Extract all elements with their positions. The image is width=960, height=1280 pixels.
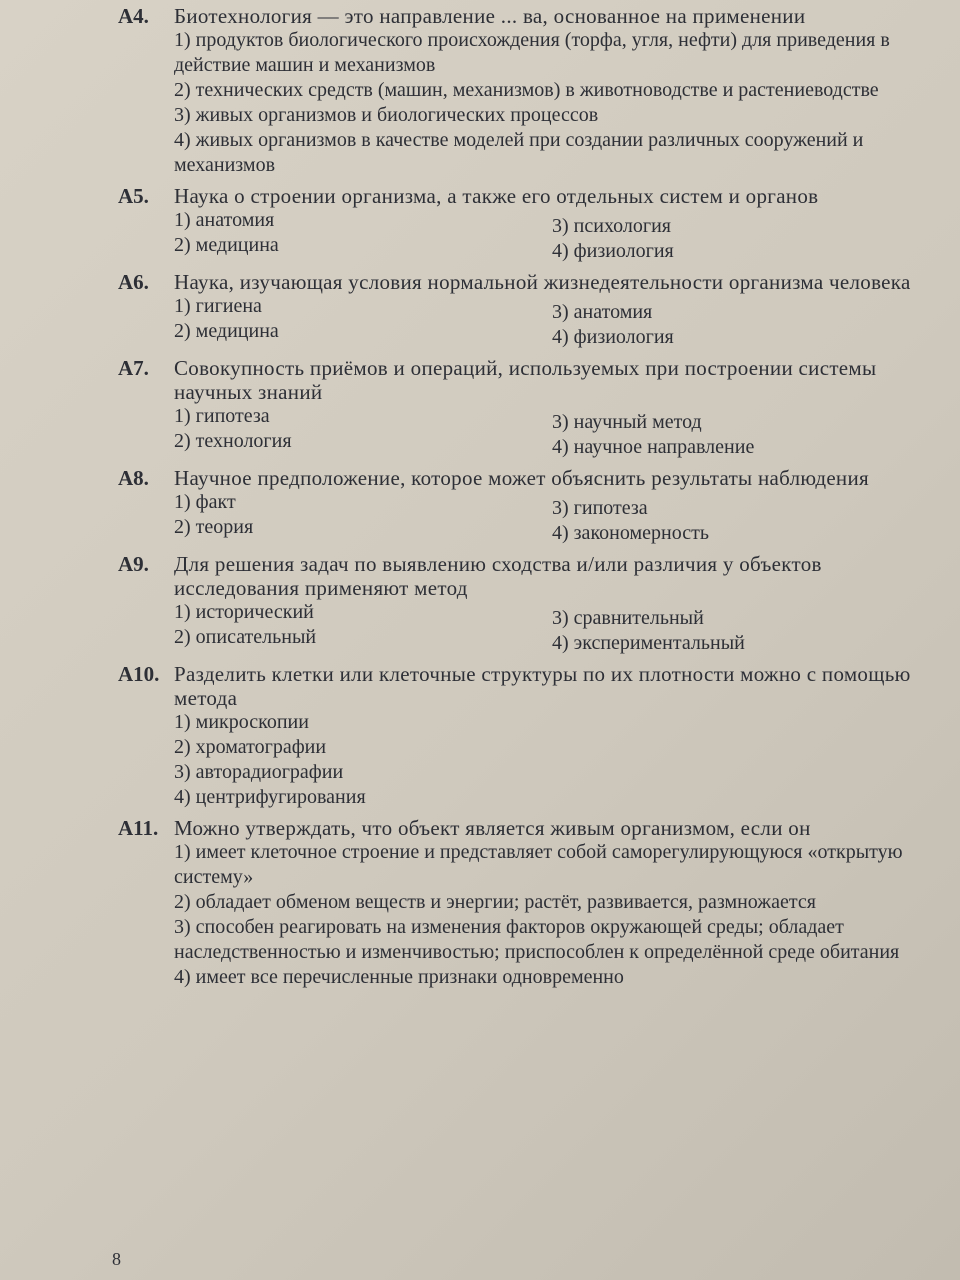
answer-option: 3) анатомия <box>552 301 653 323</box>
answer-option: 1) исторический <box>174 601 314 623</box>
answer-option: 1) анатомия <box>174 209 275 231</box>
answer-option: 1) продуктов биологического происхождения (торфа, угля, нефти) для приведения в действие машин и механизмов <box>174 29 890 76</box>
answer-option: 4) физиология <box>552 240 674 262</box>
question-text: Для решения задач по выявлению сходства и/или различия у объектов исследования применяют метод <box>174 552 822 600</box>
question-text: Научное предположение, которое может объяснить результаты наблюдения <box>174 466 869 490</box>
question-10 <box>118 662 930 810</box>
options-left-column <box>174 490 552 546</box>
question-text: Совокупность приёмов и операций, используемых при построении системы научных знаний <box>174 356 877 404</box>
question-row <box>118 662 930 810</box>
answer-option: 4) центрифугирования <box>174 786 366 808</box>
answer-option: 1) факт <box>174 491 236 513</box>
answer-option: 3) сравнительный <box>552 607 704 629</box>
question-body <box>174 184 930 264</box>
question-text: Наука, изучающая условия нормальной жизнедеятельности организма человека <box>174 270 911 294</box>
answer-option: 1) имеет клеточное строение и представляет собой саморегулирующуюся «открытую систему» <box>174 841 903 888</box>
answer-option: 1) гигиена <box>174 295 262 317</box>
question-5 <box>118 184 930 264</box>
question-4 <box>118 4 930 178</box>
question-body <box>174 816 930 990</box>
options-right-column <box>552 404 930 460</box>
answer-options <box>174 404 930 460</box>
answer-option: 4) закономерность <box>552 522 709 544</box>
question-body <box>174 552 930 656</box>
answer-options <box>174 710 930 810</box>
answer-option: 4) научное направление <box>552 436 755 458</box>
question-number: А4. <box>118 4 149 28</box>
answer-options <box>174 490 930 546</box>
answer-options <box>174 840 930 990</box>
options-right-column <box>552 600 930 656</box>
question-text: Наука о строении организма, а также его отдельных систем и органов <box>174 184 819 208</box>
question-6 <box>118 270 930 350</box>
question-11 <box>118 816 930 990</box>
question-list <box>118 4 930 990</box>
answer-option: 2) медицина <box>174 320 279 342</box>
question-row <box>118 356 930 460</box>
question-body <box>174 662 930 810</box>
question-number: А9. <box>118 552 149 576</box>
question-body <box>174 356 930 460</box>
answer-options <box>174 294 930 350</box>
answer-option: 3) психология <box>552 215 672 237</box>
answer-options <box>174 208 930 264</box>
answer-option: 3) авторадиографии <box>174 761 344 783</box>
answer-options <box>174 28 930 178</box>
question-number: А6. <box>118 270 149 294</box>
answer-option: 4) имеет все перечисленные признаки одновременно <box>174 966 624 988</box>
answer-options <box>174 600 930 656</box>
answer-option: 4) физиология <box>552 326 674 348</box>
page-number: 8 <box>112 1249 121 1269</box>
answer-option: 2) хроматографии <box>174 736 327 758</box>
answer-option: 1) микроскопии <box>174 711 309 733</box>
question-row <box>118 552 930 656</box>
answer-option: 2) технология <box>174 430 292 452</box>
answer-option: 2) технических средств (машин, механизмов) в животноводстве и растениеводстве <box>174 79 879 101</box>
options-right-column <box>552 490 930 546</box>
answer-option: 3) живых организмов и биологических процессов <box>174 104 599 126</box>
question-number: А10. <box>118 662 160 686</box>
question-row <box>118 270 930 350</box>
options-left-column <box>174 208 552 264</box>
answer-option: 2) обладает обменом веществ и энергии; растёт, развивается, размножается <box>174 891 816 913</box>
answer-option: 3) научный метод <box>552 411 702 433</box>
question-number: А8. <box>118 466 149 490</box>
options-left-column <box>174 600 552 656</box>
answer-option: 2) теория <box>174 516 254 538</box>
options-right-column <box>552 208 930 264</box>
answer-option: 3) гипотеза <box>552 497 648 519</box>
options-left-column <box>174 294 552 350</box>
answer-option: 2) описательный <box>174 626 317 648</box>
options-left-column <box>174 404 552 460</box>
question-body <box>174 270 930 350</box>
question-body <box>174 466 930 546</box>
question-number: А5. <box>118 184 149 208</box>
question-8 <box>118 466 930 546</box>
question-row <box>118 184 930 264</box>
answer-option: 1) гипотеза <box>174 405 270 427</box>
question-text: Разделить клетки или клеточные структуры по их плотности можно с помощью метода <box>174 662 911 710</box>
question-row <box>118 4 930 178</box>
question-row <box>118 816 930 990</box>
question-text: Биотехнология — это направление ... ва, основанное на применении <box>174 4 806 28</box>
question-number: А11. <box>118 816 159 840</box>
question-body <box>174 4 930 178</box>
question-9 <box>118 552 930 656</box>
question-row <box>118 466 930 546</box>
question-text: Можно утверждать, что объект является живым организмом, если он <box>174 816 811 840</box>
answer-option: 2) медицина <box>174 234 279 256</box>
question-number: А7. <box>118 356 149 380</box>
answer-option: 4) живых организмов в качестве моделей при создании различных сооружений и механизмов <box>174 129 864 176</box>
answer-option: 4) экспериментальный <box>552 632 745 654</box>
question-7 <box>118 356 930 460</box>
answer-option: 3) способен реагировать на изменения факторов окружающей среды; обладает наследственностью и изменчивостью; приспособлен к определённой среде обитания <box>174 916 900 963</box>
options-right-column <box>552 294 930 350</box>
